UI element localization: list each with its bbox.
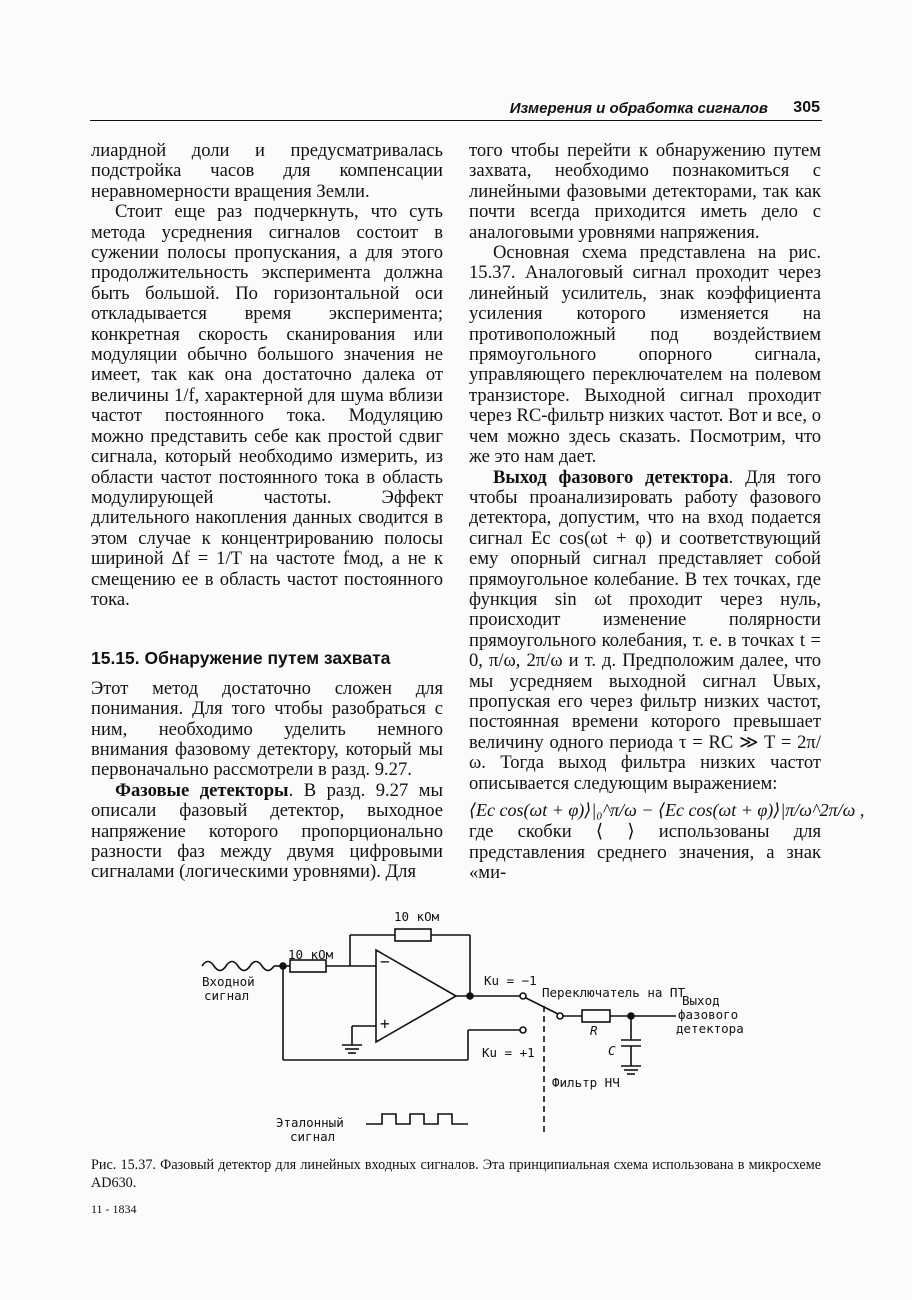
- left-column: [91, 141, 443, 883]
- paragraph-text: . Для того чтобы проанализировать работу фазового детектора, допустим, что на вход подается сигнал Ec cos(ωt + φ) и соответствующий ему опорный сигнал представляет собой прямоугольное колебание. В тех точках, где функция sin ωt проходит через нуль, происходит изменение полярности прямоугольного колебания, т. е. в точках t = 0, π/ω, 2π/ω и т. д. Предположим далее, что мы усредняем выходной сигнал Uвых, пропуская его через фильтр низких частот, постоянная времени которого превышает величину одного периода τ = RC ≫ T = 2π/ω. Тогда выход фильтра низких частот описывается следующим выражением:: [469, 466, 821, 794]
- section-heading: 15.15. Обнаружение путем захвата: [91, 648, 391, 669]
- circuit-drawing: [190, 900, 750, 1150]
- figure-caption: Рис. 15.37. Фазовый детектор для линейных входных сигналов. Эта принципиальная схема использована в микросхеме AD630.: [91, 1157, 821, 1191]
- gain-minus-label: Ku = −1: [484, 973, 537, 988]
- switch-contact-a: [520, 993, 526, 999]
- input-sine-wave: [202, 962, 274, 971]
- output-label: детектора: [676, 1021, 744, 1036]
- circuit-diagram: [190, 900, 750, 1150]
- paragraph: [91, 781, 443, 883]
- page-number: 305: [793, 99, 820, 116]
- paragraph: Основная схема представлена на рис. 15.37. Аналоговый сигнал проходит через линейный усилитель, знак коэффициента усиления которого изменяется на противоположный под воздействием прямоугольного опорного сигнала, управляющего переключателем на полевом транзисторе. Выходной сигнал проходит через RC-фильтр низких частот. Вот и все, о чем можно здесь сказать. Посмотрим, что же это нам дает.: [469, 242, 821, 468]
- opamp-noninverting-sign: +: [380, 1014, 390, 1033]
- paragraph: где скобки ⟨ ⟩ использованы для представления среднего значения, а знак «ми-: [469, 821, 821, 884]
- filter-label: Фильтр НЧ: [552, 1075, 620, 1090]
- signature-mark: 11 - 1834: [91, 1202, 137, 1216]
- input-label: сигнал: [204, 988, 250, 1003]
- paragraph: лиардной доли и предусматривалась подстройка часов для компенсации неравномерности вращения Земли.: [91, 140, 443, 202]
- run-in-heading: Фазовые детекторы: [115, 779, 289, 801]
- switch-contact-b: [520, 1027, 526, 1033]
- feedback-resistor: [395, 929, 431, 941]
- resistor-r-label: R: [590, 1023, 598, 1038]
- input-label: Входной: [202, 974, 255, 989]
- reference-label: сигнал: [290, 1129, 336, 1144]
- input-resistor-label: 10 кОм: [288, 947, 334, 962]
- reference-square-wave: [366, 1114, 468, 1124]
- opamp-inverting-sign: −: [380, 952, 390, 971]
- running-header: [90, 98, 822, 121]
- paragraph: [469, 468, 821, 795]
- paragraph: Стоит еще раз подчеркнуть, что суть метода усреднения сигналов состоит в сужении полосы пропускания, а для этого продолжительность эксперимента должна быть большой. По горизонтальной оси откладывается время эксперимента; конкретная скорость сканирования или модуляции обычно большого значения не имеет, так как она достаточно далека от величины 1/f, характерной для шума вблизи частот постоянного тока. Модуляцию можно представить себе как простой сдвиг сигнала, который необходимо измерить, из области частот постоянного тока в область модулирующей частоты. Эффект длительного накопления данных сводится в этом случае к концентрированию полосы шириной Δf = 1/T на частоте fмод, а не к смещению ее в область частот постоянного тока.: [91, 201, 443, 610]
- header-title: Измерения и обработка сигналов: [509, 100, 768, 117]
- paragraph-text: . В разд. 9.27 мы описали фазовый детектор, выходное напряжение которого пропорционально разности фаз между двумя цифровыми сигналами (логическими уровнями). Для: [91, 779, 443, 883]
- capacitor-c-label: C: [608, 1043, 616, 1058]
- output-label: фазового: [678, 1007, 739, 1022]
- switch-label: Переключатель на ПТ: [542, 985, 685, 1000]
- formula: ⟨Ec cos(ωt + φ)⟩|₀^π/ω − ⟨Ec cos(ωt + φ)⟩|π/ω^2π/ω ,: [469, 800, 865, 820]
- gain-plus-label: Ku = +1: [482, 1045, 535, 1060]
- reference-label: Эталонный: [276, 1115, 344, 1130]
- paragraph: Этот метод достаточно сложен для понимания. Для того чтобы разобраться с ним, необходимо уделить немного внимания фазовому детектору, который мы первоначально рассмотрели в разд. 9.27.: [91, 677, 443, 781]
- right-column: [469, 140, 865, 884]
- output-node: [467, 993, 473, 999]
- feedback-resistor-label: 10 кОм: [394, 909, 440, 924]
- output-label: Выход: [682, 993, 720, 1008]
- run-in-heading: Выход фазового детектора: [493, 466, 729, 488]
- switch-arm: [526, 998, 558, 1014]
- paragraph: того чтобы перейти к обнаружению путем захвата, необходимо познакомиться с линейными фазовыми детекторами, так как почти всегда приходится иметь дело с аналоговыми уровнями напряжения.: [469, 140, 821, 243]
- filter-resistor: [582, 1010, 610, 1022]
